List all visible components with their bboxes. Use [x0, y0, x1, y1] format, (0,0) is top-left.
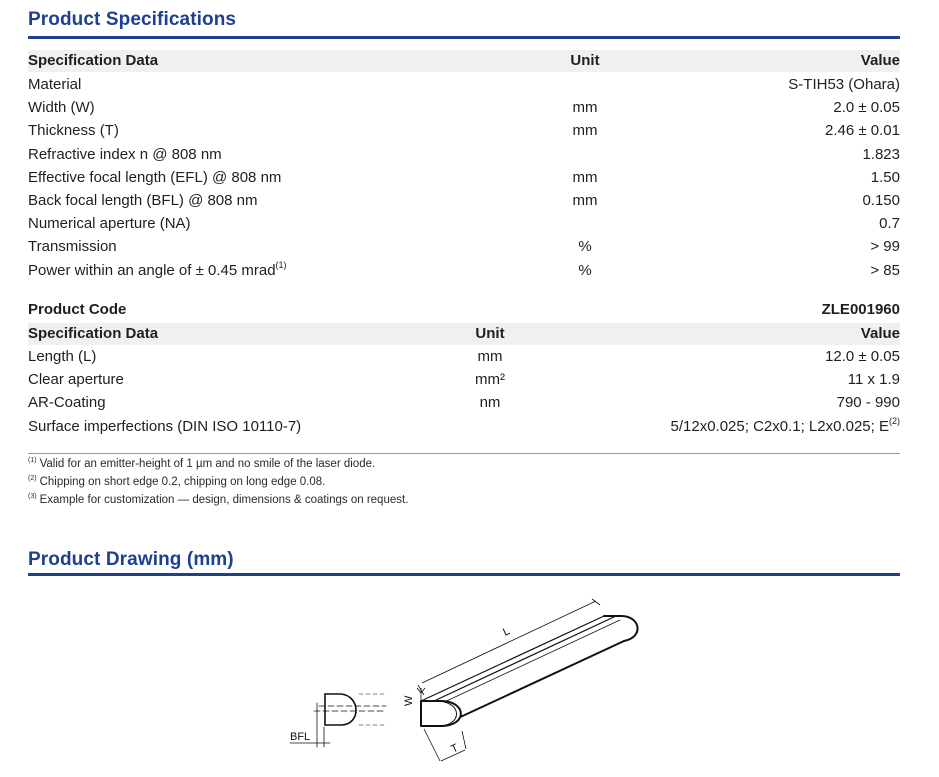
spec-row — [28, 97, 900, 119]
spec-unit: mm — [572, 192, 598, 209]
spec-value — [671, 416, 901, 438]
spec-name — [28, 346, 96, 368]
spec-value-text: 1.823 — [862, 145, 900, 163]
footnote-text: Valid for an emitter-height of 1 µm and no smile of the laser diode. — [39, 458, 376, 470]
spec-name — [28, 260, 287, 282]
spec-name-text: Refractive index n @ 808 nm — [28, 145, 222, 163]
spec-value — [870, 236, 900, 258]
spec-row — [28, 213, 900, 235]
section-rule — [28, 36, 900, 39]
spec-name-text: Length (L) — [28, 348, 97, 365]
spec-row — [28, 260, 900, 282]
header-value: Value — [860, 325, 900, 342]
spec-value-text: 0.150 — [862, 192, 900, 209]
footnote-mark: (1) — [275, 259, 287, 270]
header-spec-data: Specification Data — [28, 52, 159, 69]
section-title-drawing: Product Drawing (mm) — [28, 549, 234, 570]
spec-value — [837, 392, 900, 414]
footnote-text: Example for customization — design, dimensions & coatings on request. — [39, 494, 409, 506]
footnote-mark: (2) — [28, 475, 37, 482]
width-label: W — [403, 695, 415, 706]
spec-name-text: Thickness (T) — [28, 122, 119, 140]
spec-name-text: AR-Coating — [28, 394, 106, 412]
product-code-row — [28, 299, 900, 321]
spec-name — [28, 213, 191, 235]
spec-name — [28, 236, 117, 258]
spec-row — [28, 167, 900, 189]
section-rule — [28, 573, 900, 576]
spec-row — [28, 74, 900, 96]
spec-row — [28, 236, 900, 258]
spec-value — [825, 120, 900, 142]
product-drawing — [0, 585, 939, 777]
spec-row — [28, 346, 900, 368]
table-divider — [28, 453, 900, 454]
length-dimension — [418, 599, 600, 695]
spec-name-text: Surface imperfections (DIN ISO 10110-7) — [28, 417, 302, 435]
spec-name — [28, 74, 81, 96]
footnote-mark: (2) — [889, 415, 900, 426]
spec-name — [28, 97, 95, 119]
spec-value-text: > 85 — [870, 261, 900, 279]
spec-value — [788, 74, 900, 96]
spec-unit: mm² — [475, 371, 505, 389]
product-code-value: ZLE001960 — [821, 301, 900, 318]
section-title-specifications: Product Specifications — [28, 9, 237, 30]
spec-name — [28, 120, 119, 142]
spec-row — [28, 416, 900, 438]
footnote — [28, 491, 408, 509]
bfl-label: BFL — [290, 731, 311, 743]
spec-value — [871, 167, 900, 189]
header-unit: Unit — [475, 325, 505, 342]
footnote-mark: (3) — [28, 493, 37, 500]
spec-value-text: 1.50 — [870, 168, 900, 186]
spec-value-text: S-TIH53 (Ohara) — [788, 76, 900, 93]
spec-value-text: 12.0 ± 0.05 — [825, 348, 900, 365]
product-code-label: Product Code — [28, 301, 127, 318]
spec-name-text: Transmission — [28, 238, 117, 256]
spec-row — [28, 120, 900, 142]
spec-unit: % — [578, 261, 592, 279]
spec-value — [879, 213, 900, 235]
spec-row — [28, 190, 900, 212]
spec-table-header — [28, 50, 900, 72]
header-unit: Unit — [570, 52, 600, 69]
spec-unit: nm — [479, 394, 501, 412]
spec-name-text: Clear aperture — [28, 371, 124, 389]
header-spec-data: Specification Data — [28, 325, 159, 342]
spec-name — [28, 392, 106, 414]
spec-value-text: 2.46 ± 0.01 — [825, 122, 900, 140]
thickness-label: T — [449, 741, 461, 756]
header-value: Value — [860, 52, 900, 69]
spec-value-text: 790 - 990 — [836, 394, 900, 412]
spec-value — [862, 144, 900, 166]
spec-name — [28, 144, 222, 166]
spec-value-text: > 99 — [870, 238, 900, 256]
spec-row — [28, 392, 900, 414]
spec-name — [28, 369, 124, 391]
footnote — [28, 455, 375, 473]
spec-unit: mm — [572, 122, 598, 140]
spec-name-text: Back focal length (BFL) @ 808 nm — [28, 192, 258, 209]
spec-name-text: Numerical aperture (NA) — [28, 215, 191, 233]
spec-unit: mm — [477, 348, 503, 365]
spec-table-2-header — [28, 323, 900, 345]
spec-value — [825, 346, 900, 368]
spec-name-text: Width (W) — [28, 99, 95, 117]
spec-name — [28, 416, 301, 438]
spec-value-text: 0.7 — [879, 215, 900, 233]
spec-value-text: 5/12x0.025; C2x0.1; L2x0.025; E — [670, 417, 889, 435]
spec-name-text: Material — [28, 76, 82, 93]
spec-value-text: 11 x 1.9 — [847, 371, 900, 389]
length-label: L — [501, 625, 512, 639]
spec-row — [28, 369, 900, 391]
spec-row — [28, 144, 900, 166]
spec-name-text: Power within an angle of ± 0.45 mrad — [28, 261, 276, 279]
spec-name — [28, 190, 258, 212]
spec-name-text: Effective focal length (EFL) @ 808 nm — [28, 168, 282, 186]
spec-value — [833, 97, 900, 119]
footnote-mark: (1) — [28, 457, 37, 464]
spec-unit: mm — [572, 168, 598, 186]
spec-unit: mm — [572, 99, 598, 117]
footnote — [28, 473, 325, 491]
spec-value — [870, 260, 900, 282]
footnote-text: Chipping on short edge 0.2, chipping on long edge 0.08. — [39, 476, 326, 488]
spec-value-text: 2.0 ± 0.05 — [833, 99, 900, 117]
spec-value — [848, 369, 900, 391]
thickness-dimension — [424, 729, 466, 761]
spec-value — [862, 190, 900, 212]
spec-unit: % — [578, 238, 592, 256]
spec-name — [28, 167, 281, 189]
